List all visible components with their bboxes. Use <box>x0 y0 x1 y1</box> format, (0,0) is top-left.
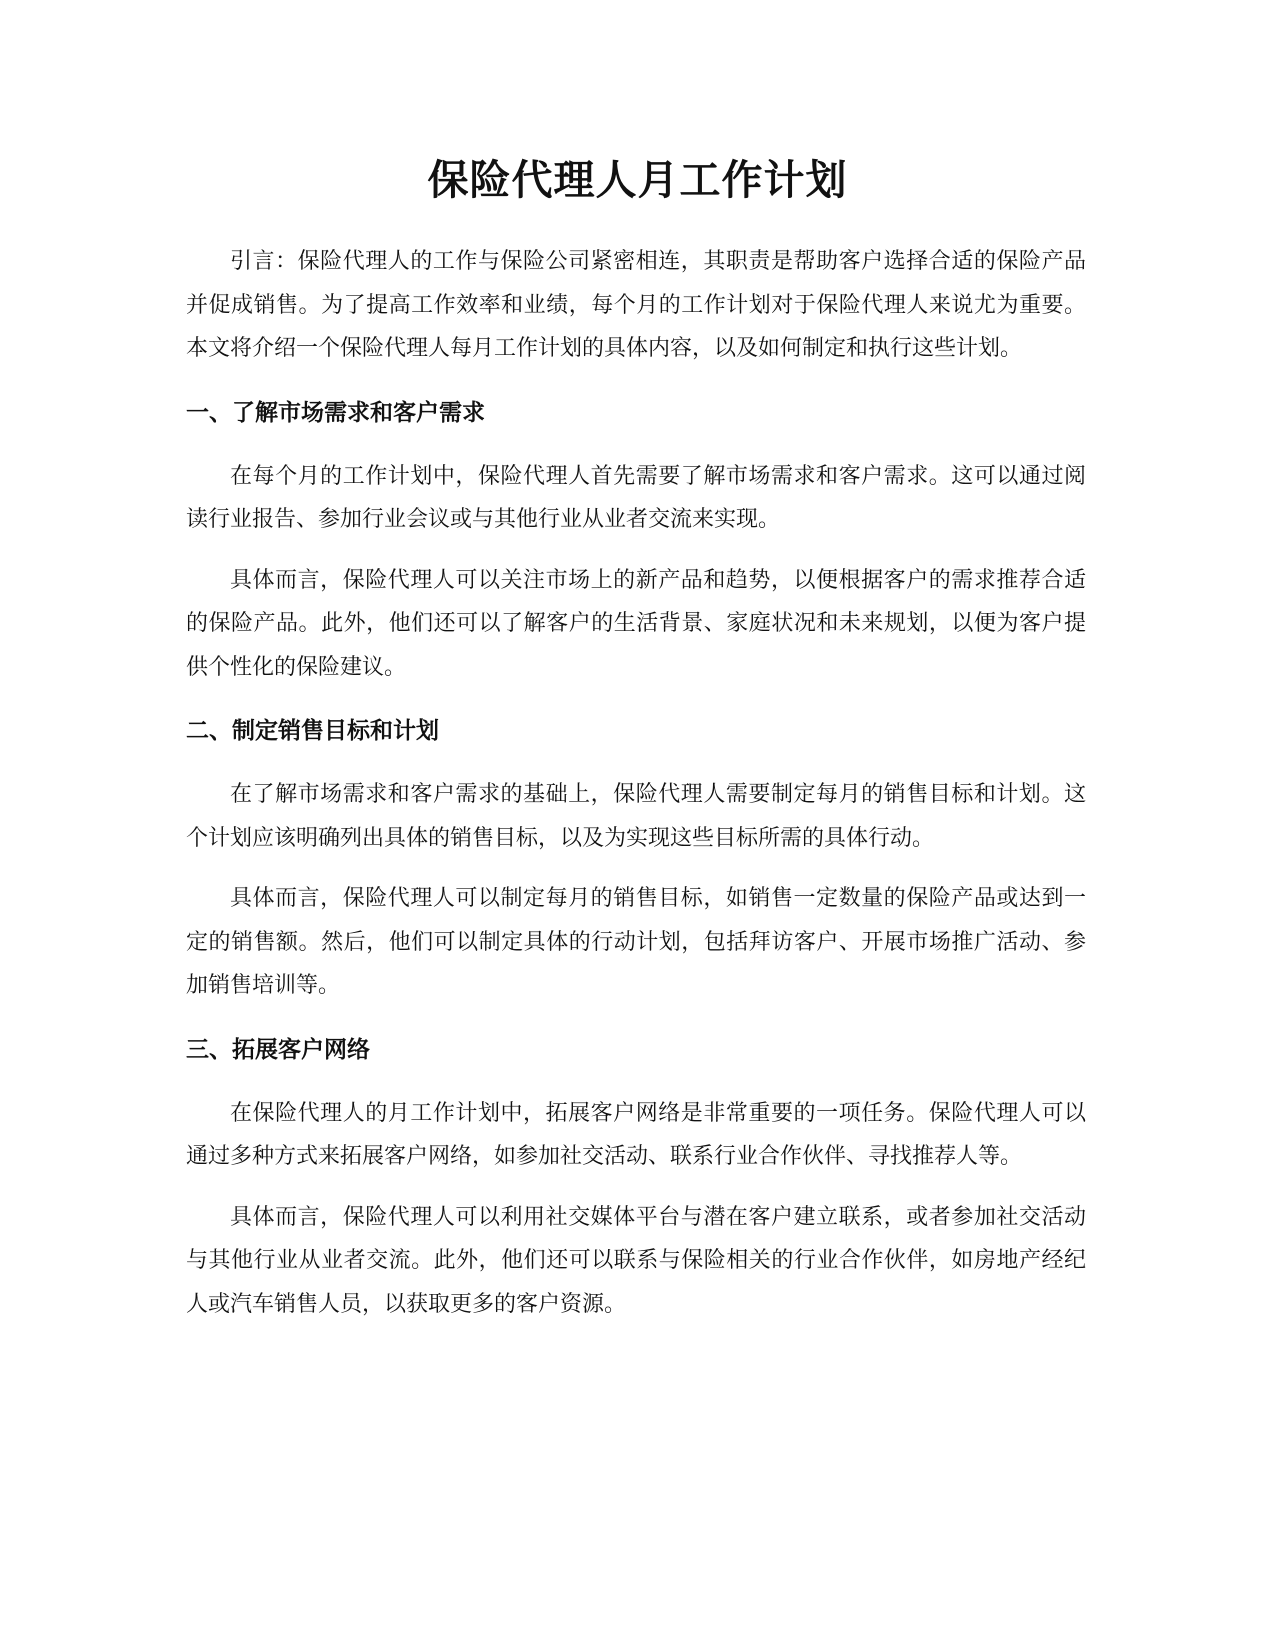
document-title: 保险代理人月工作计划 <box>427 156 848 204</box>
intro-paragraph: 引言：保险代理人的工作与保险公司紧密相连，其职责是帮助客户选择合适的保险产品并促成销售。为了提高工作效率和业绩，每个月的工作计划对于保险代理人来说尤为重要。本文将介绍一个保险代理人每月工作计划的具体内容，以及如何制定和执行这些计划。 <box>186 249 1086 361</box>
section-paragraph: 在了解市场需求和客户需求的基础上，保险代理人需要制定每月的销售目标和计划。这个计划应该明确列出具体的销售目标，以及为实现这些目标所需的具体行动。 <box>186 782 1086 851</box>
document-body <box>186 240 1086 1343</box>
section-heading: 三、拓展客户网络 <box>186 1036 370 1063</box>
section-paragraph: 在每个月的工作计划中，保险代理人首先需要了解市场需求和客户需求。这可以通过阅读行业报告、参加行业会议或与其他行业从业者交流来实现。 <box>186 463 1086 532</box>
section-paragraph: 具体而言，保险代理人可以利用社交媒体平台与潜在客户建立联系，或者参加社交活动与其他行业从业者交流。此外，他们还可以联系与保险相关的行业合作伙伴，如房地产经纪人或汽车销售人员，以获取更多的客户资源。 <box>186 1204 1086 1317</box>
section-paragraph: 在保险代理人的月工作计划中，拓展客户网络是非常重要的一项任务。保险代理人可以通过多种方式来拓展客户网络，如参加社交活动、联系行业合作伙伴、寻找推荐人等。 <box>186 1100 1086 1169</box>
section-heading: 二、制定销售目标和计划 <box>186 718 439 744</box>
section-paragraph: 具体而言，保险代理人可以制定每月的销售目标，如销售一定数量的保险产品或达到一定的销售额。然后，他们可以制定具体的行动计划，包括拜访客户、开展市场推广活动、参加销售培训等。 <box>186 886 1086 998</box>
section-3 <box>186 1030 1086 1327</box>
section-heading: 一、了解市场需求和客户需求 <box>186 399 485 426</box>
section-paragraph: 具体而言，保险代理人可以关注市场上的新产品和趋势，以便根据客户的需求推荐合适的保险产品。此外，他们还可以了解客户的生活背景、家庭状况和未来规划，以便为客户提供个性化的保险建议。 <box>186 567 1086 680</box>
section-1 <box>186 393 1086 690</box>
section-2 <box>186 711 1086 1008</box>
